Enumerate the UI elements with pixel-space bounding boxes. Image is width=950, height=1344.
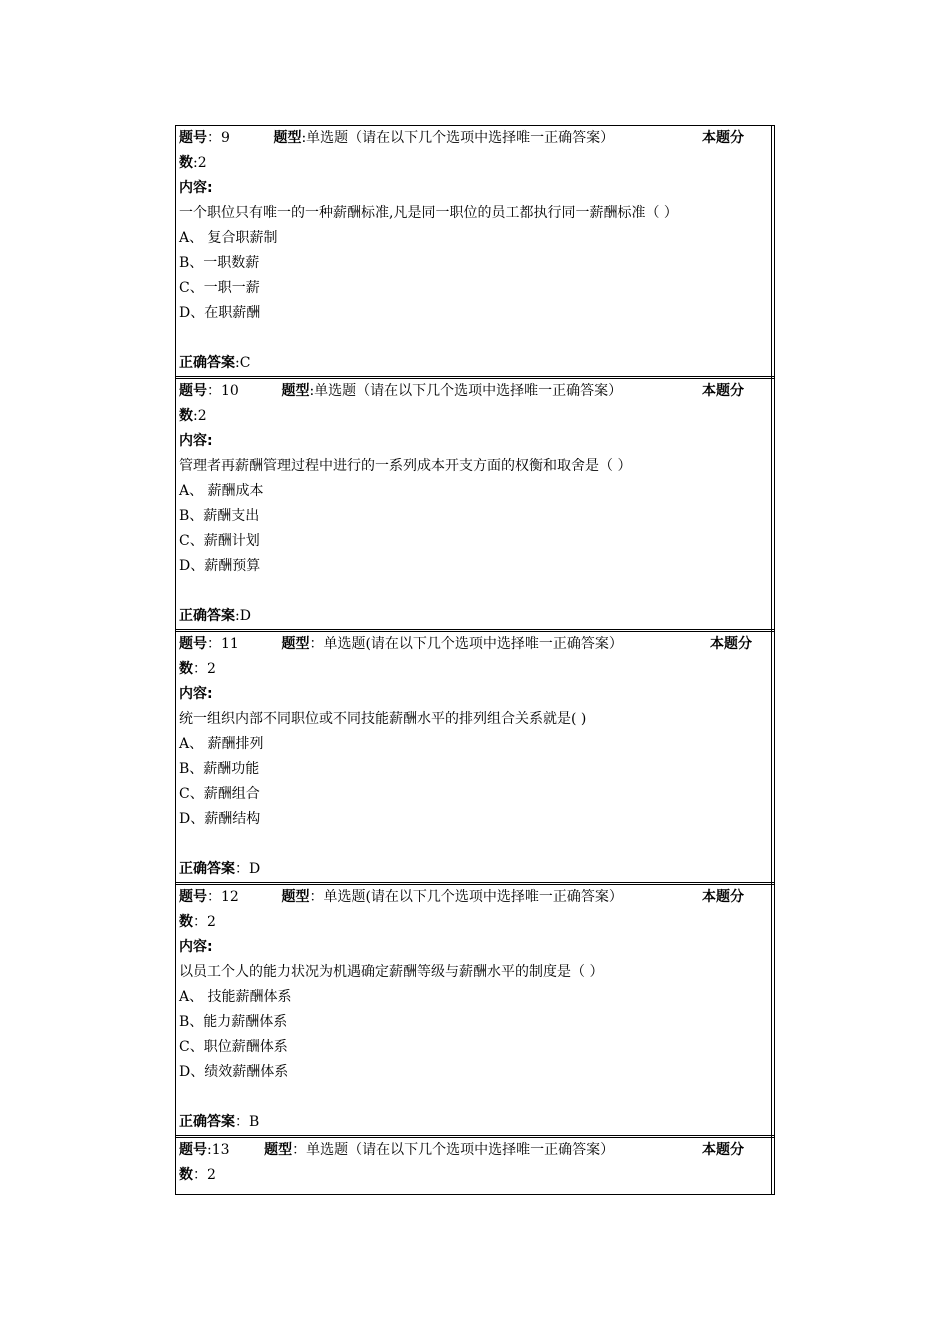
num-label: 题号 <box>179 383 207 399</box>
type-sep: ： <box>309 636 324 652</box>
question-type: 单选题(请在以下几个选项中选择唯一正确答案） <box>323 636 623 652</box>
score-label: 本题分 <box>702 889 744 905</box>
question-type: 单选题（请在以下几个选项中选择唯一正确答案） <box>306 130 615 146</box>
question-block <box>176 126 774 379</box>
type-sep: : <box>309 383 315 399</box>
score-label-cont: 数 <box>179 1167 193 1183</box>
score-line <box>179 404 774 429</box>
answer-sep: : <box>235 608 240 624</box>
score-label: 本题分 <box>702 130 744 146</box>
num-label: 题号 <box>179 130 207 146</box>
option-b: B、薪酬支出 <box>179 508 260 524</box>
score-sep: : <box>193 155 198 171</box>
score-label-cont: 数 <box>179 661 193 677</box>
num-sep: ： <box>207 130 221 146</box>
option-a: A、 薪酬成本 <box>179 483 264 499</box>
type-sep: ： <box>309 889 324 905</box>
score-value: 2 <box>197 408 207 424</box>
option-a: A、 技能薪酬体系 <box>179 989 292 1005</box>
option-b: B、一职数薪 <box>179 255 260 271</box>
table-right-border <box>771 125 775 1195</box>
content-label: 内容: <box>179 686 213 702</box>
answer-label: 正确答案 <box>179 608 235 624</box>
score-label: 本题分 <box>702 1142 744 1158</box>
option-c: C、一职一薪 <box>179 280 260 296</box>
option-d: D、绩效薪酬体系 <box>179 1064 289 1080</box>
content-label: 内容: <box>179 433 213 449</box>
question-number: 13 <box>211 1142 230 1158</box>
option-c: C、薪酬组合 <box>179 786 260 802</box>
answer-line <box>179 604 774 629</box>
spacer <box>179 326 774 351</box>
question-block <box>176 885 774 1138</box>
score-value: 2 <box>207 1167 216 1183</box>
num-sep: ： <box>207 889 221 905</box>
question-number: 10 <box>221 383 239 399</box>
question-number: 11 <box>221 636 239 652</box>
score-label: 本题分 <box>702 383 744 399</box>
score-label: 本题分 <box>710 636 752 652</box>
option-d: D、薪酬预算 <box>179 558 261 574</box>
answer-label: 正确答案 <box>179 861 235 877</box>
score-sep: ： <box>193 914 207 930</box>
num-label: 题号 <box>179 1142 207 1158</box>
type-label: 题型 <box>281 889 310 905</box>
answer-value: D <box>239 608 251 624</box>
answer-line <box>179 351 774 376</box>
num-sep: ： <box>207 636 221 652</box>
score-line <box>179 910 774 935</box>
answer-label: 正确答案 <box>179 1114 235 1130</box>
option-a: A、 复合职薪制 <box>179 230 278 246</box>
question-type: 单选题（请在以下几个选项中选择唯一正确答案） <box>314 383 623 399</box>
question-type: 单选题（请在以下几个选项中选择唯一正确答案） <box>306 1142 615 1158</box>
question-number: 12 <box>221 889 239 905</box>
type-label: 题型 <box>281 636 310 652</box>
option-d: D、薪酬结构 <box>179 811 261 827</box>
score-line <box>179 151 774 176</box>
question-number: 9 <box>221 130 230 146</box>
score-line <box>179 1163 774 1188</box>
question-block <box>176 1138 774 1198</box>
question-header <box>179 632 774 657</box>
answer-sep: ： <box>235 1114 249 1130</box>
option-a: A、 薪酬排列 <box>179 736 264 752</box>
question-header <box>179 1138 774 1163</box>
score-label-cont: 数 <box>179 155 193 171</box>
option-b: B、薪酬功能 <box>179 761 260 777</box>
type-sep: ： <box>292 1142 307 1158</box>
spacer <box>179 579 774 604</box>
option-c: C、职位薪酬体系 <box>179 1039 288 1055</box>
question-text: 管理者再薪酬管理过程中进行的一系列成本开支方面的权衡和取舍是（ ） <box>179 458 632 474</box>
num-label: 题号 <box>179 889 207 905</box>
option-d: D、在职薪酬 <box>179 305 261 321</box>
content-label: 内容: <box>179 939 213 955</box>
score-label-cont: 数 <box>179 914 193 930</box>
question-text: 统一组织内部不同职位或不同技能薪酬水平的排列组合关系就是( ) <box>179 711 587 727</box>
question-text: 一个职位只有唯一的一种薪酬标准,凡是同一职位的员工都执行同一薪酬标准（ ） <box>179 205 678 221</box>
score-value: 2 <box>207 661 216 677</box>
answer-value: D <box>249 861 261 877</box>
answer-line <box>179 1110 774 1135</box>
question-header <box>179 126 774 151</box>
score-line <box>179 657 774 682</box>
score-sep: : <box>193 408 198 424</box>
type-label: 题型 <box>273 130 302 146</box>
option-c: C、薪酬计划 <box>179 533 260 549</box>
answer-label: 正确答案 <box>179 355 235 371</box>
score-label-cont: 数 <box>179 408 193 424</box>
question-text: 以员工个人的能力状况为机遇确定薪酬等级与薪酬水平的制度是（ ） <box>179 964 604 980</box>
type-sep: : <box>301 130 307 146</box>
spacer <box>179 832 774 857</box>
answer-sep: ： <box>235 861 249 877</box>
num-label: 题号 <box>179 636 207 652</box>
content-label: 内容: <box>179 180 213 196</box>
type-label: 题型 <box>264 1142 293 1158</box>
score-sep: ： <box>193 661 207 677</box>
question-type: 单选题(请在以下几个选项中选择唯一正确答案） <box>323 889 623 905</box>
spacer <box>179 1085 774 1110</box>
num-sep: ： <box>207 383 221 399</box>
score-value: 2 <box>207 914 216 930</box>
answer-sep: : <box>235 355 240 371</box>
question-table <box>175 125 775 1195</box>
answer-value: C <box>239 355 251 371</box>
score-sep: ： <box>193 1167 207 1183</box>
type-label: 题型 <box>281 383 310 399</box>
num-sep: : <box>207 1142 212 1158</box>
question-header <box>179 379 774 404</box>
option-b: B、能力薪酬体系 <box>179 1014 288 1030</box>
score-value: 2 <box>197 155 207 171</box>
question-block <box>176 632 774 885</box>
question-header <box>179 885 774 910</box>
answer-line <box>179 857 774 882</box>
answer-value: B <box>249 1114 260 1130</box>
question-block <box>176 379 774 632</box>
